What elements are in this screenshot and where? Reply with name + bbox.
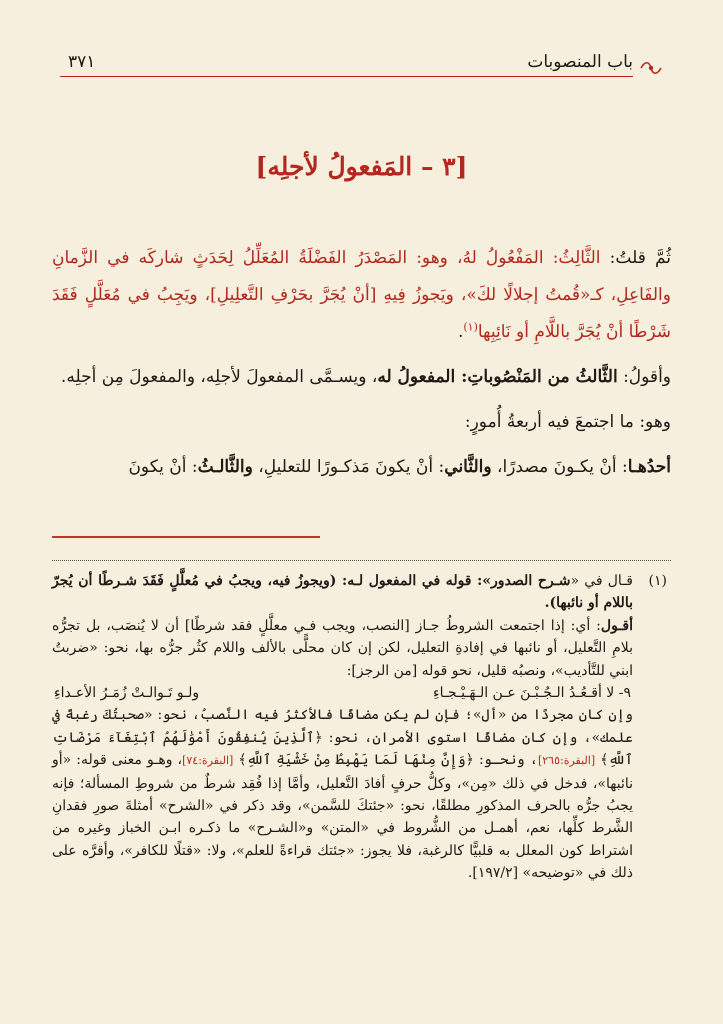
- fn-source-title: شـرح الصدور: [491, 573, 571, 589]
- fn-para3-text-b: ، ونحـو: ﴿وَإِنَّ مِنْهَا لَمَا يَهْبِطُ مِنْ خَشْيَةِ ٱللَّهِ﴾: [233, 752, 538, 769]
- main-text: [52, 240, 671, 494]
- sharh-rest: ، ويسـمَّى المفعولَ لأجلِه، والمفعولَ مِن أجلِه.: [60, 367, 378, 387]
- matn-end: .: [457, 322, 464, 342]
- list-third-label: والثَّالـثُ: [197, 457, 253, 477]
- footnote-separator: [52, 560, 671, 561]
- verse-second-hemistich: ولـو تَـوالـتْ زُمَـرُ الأعـداءِ: [54, 685, 200, 702]
- paragraph-list: [52, 449, 671, 486]
- header-rule: [60, 76, 633, 77]
- poetry-verse: [52, 682, 633, 704]
- footnote-block: [52, 570, 671, 885]
- ornament-icon: [639, 60, 663, 76]
- fn-aqul: أقـول: [600, 617, 633, 634]
- footnote-number: (١): [648, 573, 667, 589]
- list-second-text: : أنْ يكونَ مَذكـورًا للتعليلِ،: [252, 457, 445, 477]
- footnote-body: [52, 570, 633, 885]
- fn-para3-text-c: ، وهـو معنى قوله: «أو نائبها»، فدخل في ذلك «مِن»، وكلُّ حرفٍ أفادَ التَّعليل، وأمَّا إذا فُقِد شرطٌ من شروطِ المسألة؛ فإنه يجبُ جرُّه بالحرف المذكورِ مطلقًا، نحو: «جئتكَ للسَّمن»، وقد ذكر في «الشرح» أمثلةَ صورِ فقدانِ الشَّرط كلِّها، نعم، أهمـل من الشُّروط في «المتن» و«الشـرح» ما ذكـره ابـن الخباز وغيره من اشتراط كون المعلل به قلبيًّا كالرغبة، فلا يجوز: «جئتك قراءةً للعلم»، ولا: «قتلًا للكافر»، وأقرَّه على ذلك في «توضيحه» [١٩٧/٢].: [52, 752, 633, 882]
- paragraph-sharh: [52, 359, 671, 396]
- list-second-label: والثَّاني: [444, 457, 492, 477]
- fn-quote-text: »: قوله في المفعول لـه: (ويجوزُ فيه، ويجبُ في مُعلَّلٍ فَقَدَ شـرطًا أن يُجرّ باللام أو نائبها).: [52, 573, 633, 612]
- fn-quote-intro: قـال في «: [570, 573, 633, 589]
- chapter-title: [٣ – المَفعولُ لأجلِه]: [255, 152, 468, 181]
- quran-ref-1: [البقرة:٢٦٥]: [537, 754, 596, 768]
- list-first-text: : أنْ يكـونَ مصدرًا،: [491, 457, 628, 477]
- matn-lead: ثُمَّ قلتُ:: [600, 248, 672, 268]
- verse-first-hemistich: [433, 682, 631, 704]
- paragraph-matn: [52, 240, 671, 351]
- paragraph-conditions: وهو: ما اجتمعَ فيه أربعةُ أُمورٍ:: [464, 412, 671, 432]
- footnote-marker: (١): [463, 320, 478, 334]
- matn-text: الثَّالِثُ: المَفْعُولُ لهُ، وهو: المَصْدَرُ الفَضْلَةُ المُعَلِّلُ لِحَدَثٍ شاركَه في الزَّمانِ والفَاعِلِ، كـ«قُمتُ إجلالًا لكَ»، ويَجوزُ فِيهِ [أنْ يُجَرَّ بحَرْفِ التَّعلِيلِ]، ويَجِبُ في مُعَلَّلٍ فَقَدَ شَرْطًا أنْ يُجَرَّ باللَّامِ أو نَائِبِها: [52, 248, 671, 342]
- page-number: ٣٧١: [68, 52, 96, 72]
- sharh-lead: وأقولُ:: [617, 367, 671, 387]
- verse-a-text: لا أقـعُـدُ الـجُـبْـنَ عـن الـهَـيْـجـاءِ: [432, 685, 615, 702]
- verse-number: ٩-: [614, 685, 631, 702]
- running-header: [60, 52, 663, 84]
- footnote-line1: [52, 570, 633, 615]
- list-third-text: : أنْ يكونَ: [128, 457, 198, 477]
- sharh-bold: الثَّالثُ من المَنْصُوباتِ: المفعولُ له: [377, 367, 618, 387]
- red-divider: [52, 536, 320, 538]
- list-first-label: أحدُهـا: [627, 457, 671, 477]
- quran-ref-2: [البقرة:٧٤]: [182, 754, 234, 768]
- footnote-para3: [52, 704, 633, 884]
- fn-para3-text: وإن كان مجردًا من «أل»؛ فإن لم يكن مضافًا فالأكثرُ فيه النَّصبُ، نحو: «صحبتُكَ رغبةً في علمك»، وإن كان مضافًا استوى الأمران، نحو: ﴿ٱلَّذِينَ يُنفِقُونَ أَمْوَٰلَهُمُ ٱبْتِغَآءَ مَرْضَاتِ ٱللَّهِ﴾: [52, 707, 633, 769]
- footnote-para2: [52, 615, 633, 682]
- header-title: باب المنصوبات: [527, 52, 633, 72]
- fn-para2-text: : أي: إذا اجتمعت الشروطُ جـاز [النصب، ويجب فـي معلَّلٍ فقد شرطًا] أن لا يُنصَب، بل تجرُّه بلامِ التَّعليل، أو نائبها في إفادةِ التعليل، لكن إن كان محلًّى بالألف واللام كثُر جرُّه بها، نحو: «ضربتُ ابني للتَّأديب»، ونصبُه قليل، نحو قوله [من الرجز]:: [52, 617, 633, 679]
